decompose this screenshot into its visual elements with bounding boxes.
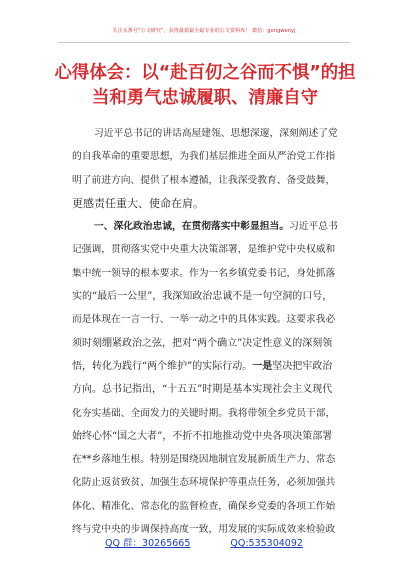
body-line: 化防止返贫致贫、加强生态环境保护等重点任务，必须加强共 bbox=[72, 477, 336, 489]
qq-contact-link[interactable]: QQ:535304092 bbox=[230, 538, 303, 549]
body-line: 在**乡落地生根。特别是围绕因地制宜发展新质生产力、常态 bbox=[72, 454, 336, 466]
body-line: 终与党中央的步调保持高度一致，用发展的实际成效来检验政 bbox=[72, 524, 336, 536]
body-line: 记强调，贯彻落实党中央重大决策部署，是维护党中央权威和 bbox=[72, 244, 336, 256]
body-line: 明了前进方向、提供了根本遵循，让我深受教育、备受鼓舞， bbox=[72, 174, 336, 186]
body-line: 体化、精准化、常态化的监督检查，确保乡党委的各项工作始 bbox=[72, 500, 336, 512]
body-line: 悟，转化为践行“两个维护”的实际行动。一是坚决把牢政治 bbox=[72, 360, 333, 372]
header-banner: 关注头条号“公文研究”，获得最新最全最专业的公文资料库！ 微信：gongwenyj bbox=[112, 28, 296, 34]
title-line-2: 当和勇气忠诚履职、清廉自守 bbox=[91, 88, 319, 108]
section-heading-line: 一、深化政治忠诚，在贯彻落实中彰显担当。习近平总书 bbox=[94, 221, 338, 233]
body-line: 习近平总书记的讲话高屋建瓴、思想深邃，深刻阐述了党 bbox=[94, 128, 338, 139]
document-title bbox=[50, 61, 360, 111]
body-line: 的自我革命的重要思想，为我们基层推进全面从严治党工作指 bbox=[72, 151, 336, 163]
title-line-1: 心得体会：以“赴百仞之谷而不惧”的担 bbox=[54, 63, 356, 83]
body-line: 更感责任重大、使命在肩。 bbox=[72, 196, 204, 210]
body-line: 集中统一领导的根本要求。作为一名乡镇党委书记，身处抓落 bbox=[72, 267, 336, 279]
body-line: 须时刻绷紧政治之弦，把对“两个确立”决定性意义的深刻领 bbox=[72, 337, 333, 349]
body-line: 化夯实基础、全面发力的关键时期。我将带领全乡党员干部， bbox=[72, 407, 336, 419]
body-line: 方向。总书记指出，“十五五”时期是基本实现社会主义现代 bbox=[72, 384, 333, 396]
body-line: 实的“最后一公里”，我深知政治忠诚不是一句空洞的口号， bbox=[72, 291, 333, 303]
section-heading: 一、深化政治忠诚，在贯彻落实中彰显担当。 bbox=[94, 221, 289, 233]
header-divider bbox=[58, 42, 350, 43]
body-line: 始终心怀“国之大者”，不折不扣地推动党中央各项决策部署 bbox=[72, 430, 333, 442]
qq-group-link[interactable]: QQ 群：30265665 bbox=[105, 538, 191, 549]
body-line: 而是体现在一言一行、一举一动之中的具体实践。这要求我必 bbox=[72, 314, 336, 326]
emphasis-first: 一是 bbox=[252, 360, 273, 372]
document-body bbox=[72, 122, 338, 541]
page-footer bbox=[0, 535, 408, 549]
